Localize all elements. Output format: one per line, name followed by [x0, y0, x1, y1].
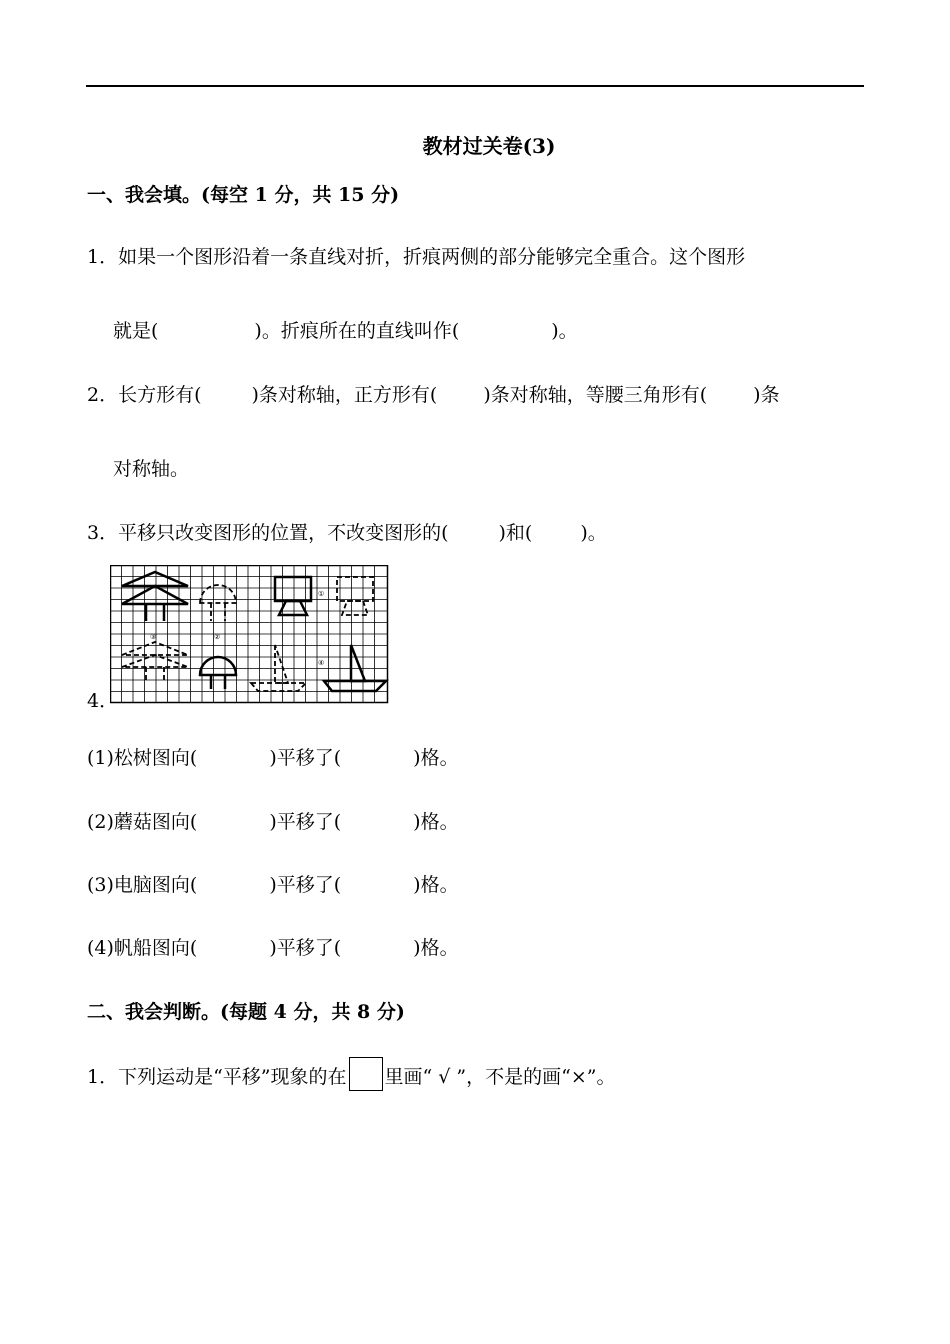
s2-q1-text-b: 里画“ √ ”，不是的画“×”。: [384, 1066, 616, 1088]
q4-item-1: [87, 743, 459, 770]
computer-label: ①: [318, 590, 325, 598]
tree-label: ③: [150, 633, 157, 641]
q1-line1: 1．如果一个图形沿着一条直线对折，折痕两侧的部分能够完全重合。这个图形: [87, 246, 746, 268]
q4-item-3-text-c: )格。: [413, 874, 459, 896]
s2-q1-line: [87, 1057, 616, 1091]
answer-box[interactable]: [349, 1057, 383, 1091]
pine-tree-figure: [122, 572, 188, 621]
computer-translated: [337, 577, 373, 615]
q4-item-4: [87, 933, 459, 960]
q4-item-3: [87, 870, 459, 897]
q3-line: [87, 518, 607, 545]
q4-item-3-text-a: (3)电脑图向(: [87, 874, 198, 896]
q1-text-a: 就是(: [113, 320, 159, 342]
top-rule: [86, 85, 864, 87]
mushroom-figure: [200, 585, 236, 621]
q4-item-2: [87, 807, 459, 834]
q3-text-b: )和(: [498, 522, 533, 544]
q4-item-1-text-a: (1)松树图向(: [87, 747, 198, 769]
section1-heading: 一、我会填。(每空 1 分，共 15 分): [87, 184, 400, 206]
q4-item-1-text-c: )格。: [413, 747, 459, 769]
q4-item-2-text-a: (2)蘑菇图向(: [87, 811, 198, 833]
q1-text-c: )。: [551, 320, 578, 342]
q1-line2: [113, 316, 578, 343]
q4-item-2-text-b: )平移了(: [269, 811, 342, 833]
q2-line2: 对称轴。: [113, 458, 190, 480]
q4-item-4-text-c: )格。: [413, 937, 459, 959]
q4-item-3-text-b: )平移了(: [269, 874, 342, 896]
q4-item-2-text-c: )格。: [413, 811, 459, 833]
mushroom-label: ②: [214, 633, 221, 641]
q4-item-4-text-b: )平移了(: [269, 937, 342, 959]
mushroom-translated: [200, 657, 236, 689]
q2-text-d: )条: [753, 384, 780, 406]
q4-number: 4．: [87, 690, 119, 712]
q1-text-b: )。折痕所在的直线叫作(: [254, 320, 460, 342]
q2-text-c: )条对称轴，等腰三角形有(: [483, 384, 708, 406]
q2-text-a: 2．长方形有(: [87, 384, 202, 406]
q2-text-b: )条对称轴，正方形有(: [251, 384, 438, 406]
q4-item-1-text-b: )平移了(: [269, 747, 342, 769]
s2-q1-text-a: 1．下列运动是“平移”现象的在: [87, 1066, 347, 1088]
pine-tree-translated: [122, 642, 188, 680]
section2-heading: 二、我会判断。(每题 4 分，共 8 分): [87, 1001, 405, 1023]
translation-grid-figure: [110, 565, 390, 705]
page-title: 教材过关卷(3): [422, 134, 556, 158]
sailboat-translated: [324, 645, 386, 691]
q3-text-c: )。: [580, 522, 607, 544]
q4-item-4-text-a: (4)帆船图向(: [87, 937, 198, 959]
q2-line1: [87, 380, 780, 407]
q3-text-a: 3．平移只改变图形的位置，不改变图形的(: [87, 522, 449, 544]
boat-label: ④: [318, 659, 325, 667]
